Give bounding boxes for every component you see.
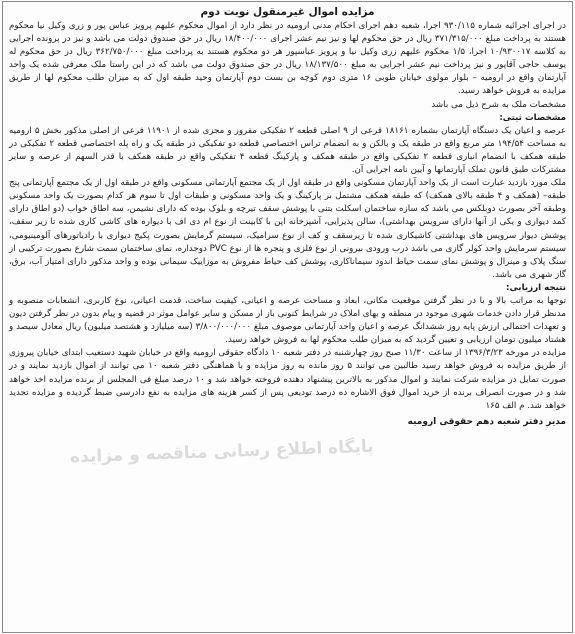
specs-line: مشخصات ملک به شرح ذیل می باشد (431, 99, 566, 110)
conclusion-paragraph: توجها به مراتب بالا و با در نظر گرفتن موقعیت مکانی، ابعاد و مساحت عرصه و اعیانی، کیفیت ساخت، قدمت اعیانی، نوع کاربری، انشعابات منصوبه و مدنظر قرار دادن خدمات شهری موجود در منطقه و بهای املاک در شرایط کنونی باز ار مسکن و سایر عوامل موثر در قضیه و پیام بدون در نظر گرفتن دیون و تعهدات احتمالی ارزش پایه روز ششدانگ عرصه و اعیان واحد آپارتمانی موصوف مبلغ ۳/۸۰۰/۰۰۰/۰۰۰ (سه میلیارد و هشتصد میلیون) ریال معادل سیصد و هشتاد میلیون تومان ارزیابی و تعیین گردید که به میزان طلب محکوم لها به فروش خواهد رسید. (8, 295, 566, 346)
specs-paragraph: عرصه و اعیان یک دستگاه آپارتمان بشماره ۱۸۱۶۱ فرعی از ۹ اصلی قطعه ۲ تفکیکی مفروز و مجزی شده از ۱۱۹۰۱ فرعی از اصلی مذکور بخش ۵ ارومیه به مساحت ۱۹۴/۵۴ متر مربع واقع در طبقه یک و بالکن و به انضمام تراس اختصاصی قطعه دو تفکیکی در طبقه یک و راه پله اختصاصی قطعه ۲ تفکیکی در طبقه همکف با انضمام انباری قطعه ۲ تفکیکی واقع در طبقه همکف و پارکینگ قطعه ۴ تفکیکی واقع در طبقه همکف با قدر السهم از عرصه و سایر مشترکات طبق قانون تملک آپارتمانها و آیین نامه اجرایی آن. (9, 125, 567, 176)
specs-heading: مشخصات ثبتی: (499, 112, 566, 123)
watermark: پایگاه اطلاع رسانی مناقصه و مزایده (69, 436, 374, 468)
conclusion-heading: نتیجه ارزیابی: (506, 282, 566, 293)
auction-paragraph: مزایده در مورخه ۱۳۹۶/۳/۲۳ از ساعت ۱۱/۳۰ صبح روز چهارشنبه در دفتر شعبه ۱۰ دادگاه حقوقی ارومیه واقع در خیابان شهید دستغیب ابتدای خیابان پیروزی از طریق مزایده به فروش خواهد رسید طالبین می توانند ۵ روز مانده به روز مزایده و با هماهنگی دفتر شعبه ۱۰ می توانند از اموال بازدید نمایند و در صورت تمایل در مزایده شرکت نمایند و اموال مذکور به بالاترین پیشنهاد دهنده فروخته خواهد شد و ۱۰ درصد مبلغ فی المجلس از برنده مزایده اخذ خواهد شد و در صورت انصراف برنده از خرید اموال فوق الاشاره ده درصد تودیعی پس از کسر هزینه های مزایده به نفع دادرسی ضبط گردیده و مزایده تجدید خواهد شد. م الف ۱۶۵ (9, 348, 566, 411)
description-paragraph: ملک مورد بازدید عبارت است از یک واحد آپارتمان مسکونی واقع در طبقه اول از یک مجتمع آپارتمانی مسکونی واقع در طبقه اول از یک مجتمع آپارتمانی پنج طبقه– (همکف و ۴ طبقه بالای همکف) که طبقه همکف مشتمل بر پارکینگ و یک واحد مسکونی و طبقات اول تا سوم هر کدام بصورت یک واحد مسکونی وطبقه آخر بصورت دوبلکس می باشد که سازه ساختمان اسکلت بتنی با پوشش سقف تیرچه و بلوک بوده که دارای نشیمن، سه اطاق خواب (دو اطاق دارای کمد دیواری و یکی از آنها دارای سرویس بهداشتی)، سالن پذیرایی، آشپزخانه اپن با کابینت از نوع ام دی اف با دیواره های کاشی کاری شده تا زیر سقف، پوشش دیوار سرویس های بهداشتی کاشیکاری شده تا زیرسقف و کف از نوع سرامیک، سیستم گرمایش بصورت پکیج دیواری با رادیاتورهای آلومینیومی، سیستم سرمایش واحد کولر گازی می باشد درب ورودی بیرونی از نوع فلزی و پنجره ها از نوع PVC دوجداره، نمای ساختمان سمت شارع بصورت ترکیبی از سنگ پلاک و مینرال و پوشش نمای سمت حیاط اندود سیماناکاری، پوشش کف حیاط مفروش به موزاییک سیمانی بوده و واحد مذکور دارای امتیاز آب، برق، گاز شهری می باشد. (9, 178, 566, 280)
notice-title: مزایده اموال غیرمنقول نوبت دوم (200, 6, 375, 18)
signature: مدیر دفتر شعبه دهم حقوقی ارومیه (407, 416, 566, 427)
intro-paragraph: در اجرای اجرائیه شماره ۹۳۰/۱۱۵ اجرا، شعبه دهم اجرای احکام مدنی ارومیه در نظر دارد از اموال محکوم علیهم پرویز عباس پور و زری وکیل نیا محکوم هستند به پرداخت مبلغ ۳۷۱/۳۱۵/۰۰۰ ریال در حق محکوم لها و نیز نیم عشر اجرای ۱۸/۴۰۰/۰۰۰ ریال در حق صندوق دولت می باشد و نیز در پرونده اجرایی به کلاسه ۱۰/۹۳۰۰۱۷ اجرا، ۱/۵ محکوم علیهم زری وکیل نیا و پرویز عباسپور هر دو محکوم هستند به پرداخت مبلغ ۳۶۲/۷۵۰/۰۰۰ ریال در حق محکوم له یوسف حاجی آقاپور و نیز پرداخت نیم عشر اجرایی به مبلغ ۱۸/۱۳۷/۵۰۰ ریال در حق صندوق دولت می باشد که در این راستا ملک معرفی شده یک واحد آپارتمان واقع در ارومیه – بلوار مولوی خیابان طوبی ۱۶ متری دوم کوچه بن بست دوم آپارتمان وحید طبقه اول که به میزان طلب محکوم لها از طریق مزایده به فروش خواهد رسید. (9, 21, 566, 97)
